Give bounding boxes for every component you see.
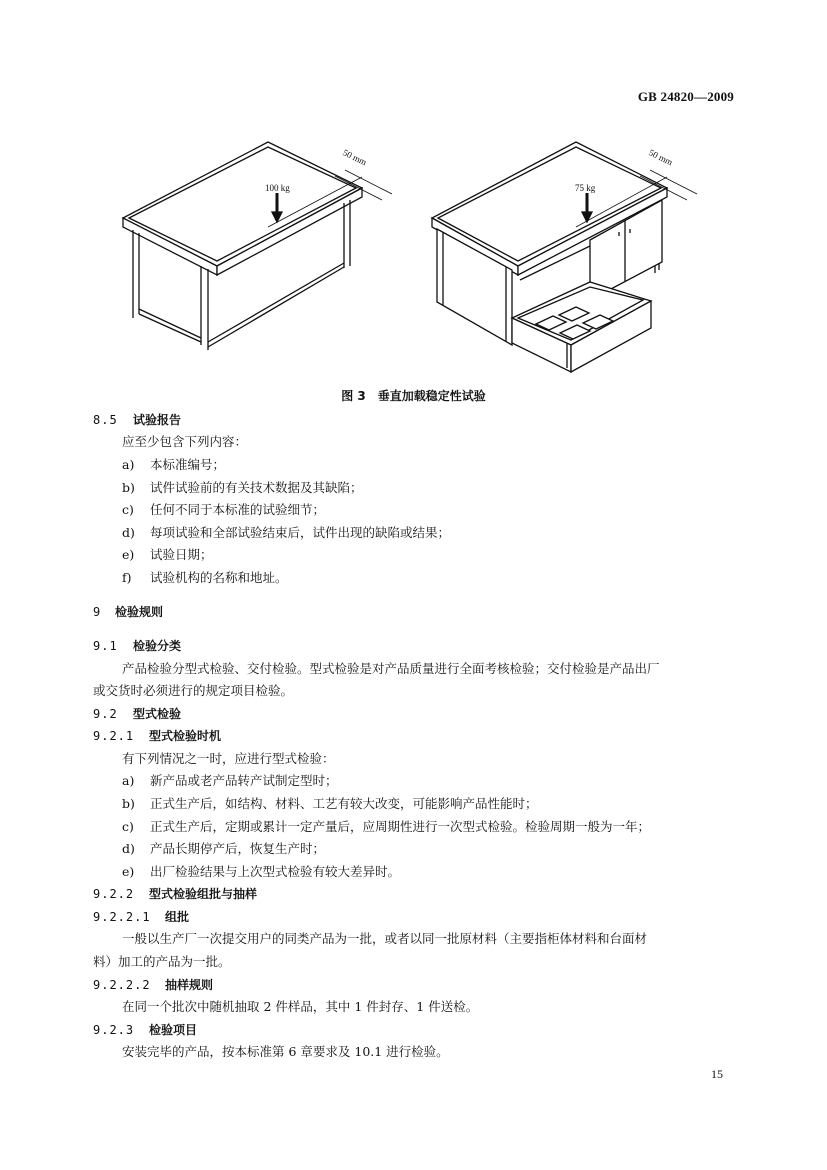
section-9-2-1-heading: 9.2.1 型式检验时机 — [93, 729, 222, 743]
list-item: a) 本标准编号； — [122, 457, 226, 472]
right-table-drawing — [432, 142, 667, 372]
paragraph-line: 或交货时必须进行的规定项目检验。 — [93, 683, 294, 698]
paragraph-line: 产品检验分型式检验、交付检验。型式检验是对产品质量进行全面考核检验；交付检验是产品出厂 — [122, 661, 660, 676]
paragraph-line: 料）加工的产品为一批。 — [93, 954, 231, 969]
list-item: a) 新产品或老产品转产试制定型时； — [122, 773, 338, 788]
list-item: d) 每项试验和全部试验结束后，试件出现的缺陷或结果； — [122, 525, 451, 540]
section-9-1-heading: 9.1 检验分类 — [93, 639, 182, 653]
list-item: d) 产品长期停产后，恢复生产时； — [122, 841, 326, 856]
list-item: f) 试验机构的名称和地址。 — [122, 570, 288, 585]
list-item: c) 正式生产后，定期或累计一定产量后，应周期性进行一次型式检验。检验周期一般为一年； — [122, 819, 651, 834]
section-9-2-2-heading: 9.2.2 型式检验组批与抽样 — [93, 887, 258, 901]
section-8-5-heading: 8.5 试验报告 — [93, 413, 182, 427]
standard-number: GB 24820—2009 — [637, 89, 734, 104]
section-9-2-2-1-heading: 9.2.2.1 组批 — [93, 910, 190, 924]
figure-caption: 图 3 垂直加载稳定性试验 — [341, 389, 486, 403]
left-table-drawing — [123, 142, 362, 350]
section-9-heading: 9 检验规则 — [93, 605, 164, 619]
list-item: e) 试验日期； — [122, 547, 213, 562]
paragraph-line: 安装完毕的产品，按本标准第 6 章要求及 10.1 进行检验。 — [122, 1044, 449, 1059]
list-item: c) 任何不同于本标准的试验细节； — [122, 502, 326, 517]
right-distance-label: 50 mm — [647, 147, 675, 168]
figure-3-illustrations — [0, 0, 827, 385]
section-9-2-heading: 9.2 型式检验 — [93, 707, 182, 721]
list-item: e) 出厂检验结果与上次型式检验有较大差异时。 — [122, 864, 401, 879]
paragraph-line: 一般以生产厂一次提交用户的同类产品为一批，或者以同一批原材料（主要指柜体材料和台面材 — [122, 931, 648, 946]
list-item: b) 试件试验前的有关技术数据及其缺陷； — [122, 480, 363, 495]
list-item: b) 正式生产后，如结构、材料、工艺有较大改变，可能影响产品性能时； — [122, 796, 538, 811]
left-distance-label: 50 mm — [341, 147, 369, 168]
section-9-2-3-heading: 9.2.3 检验项目 — [93, 1023, 198, 1037]
right-load-label: 75 kg — [575, 183, 596, 193]
paragraph-line: 在同一个批次中随机抽取 2 件样品，其中 1 件封存、1 件送检。 — [122, 999, 479, 1014]
section-9-2-2-2-heading: 9.2.2.2 抽样规则 — [93, 978, 214, 992]
left-load-label: 100 kg — [265, 183, 290, 193]
page-number: 15 — [711, 1067, 723, 1081]
section-9-2-1-intro: 有下列情况之一时，应进行型式检验： — [122, 751, 335, 766]
section-8-5-intro: 应至少包含下列内容： — [122, 434, 248, 449]
